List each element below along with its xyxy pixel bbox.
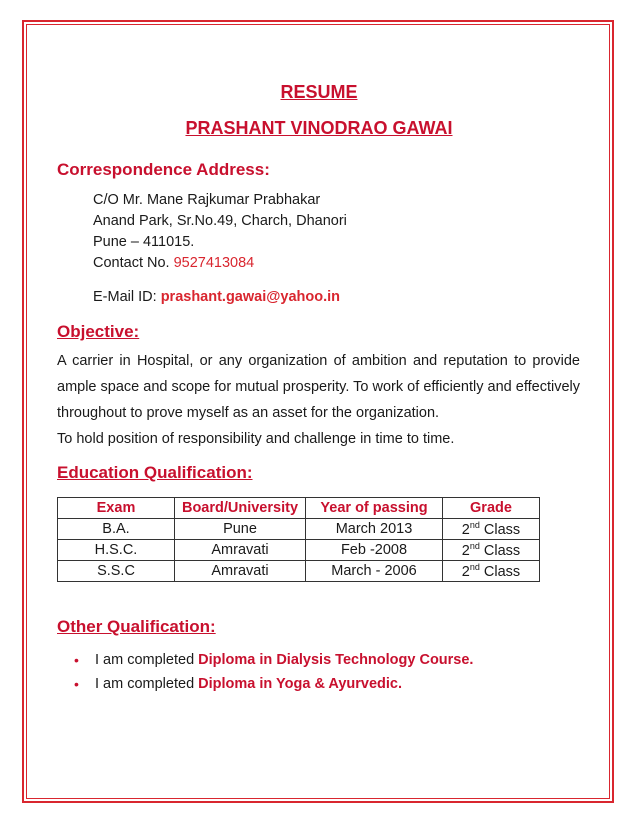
cell-year: March 2013	[306, 519, 443, 540]
cell-board: Pune	[175, 519, 306, 540]
cell-grade	[443, 540, 540, 561]
cell-grade	[443, 519, 540, 540]
objective-paragraph-last: To hold position of responsibility and challenge in time to time.	[57, 431, 455, 447]
grade-suffix: nd	[469, 541, 480, 552]
grade-word: Class	[483, 542, 521, 559]
grade-number: 2	[461, 542, 470, 559]
item-course: Diploma in Yoga & Ayurvedic.	[198, 676, 403, 692]
table-row	[58, 519, 540, 540]
list-item	[57, 648, 473, 672]
contact-number: 9527413084	[173, 255, 255, 271]
table-row	[58, 540, 540, 561]
grade-word: Class	[483, 563, 521, 580]
cell-grade	[443, 561, 540, 582]
column-header-year: Year of passing	[306, 498, 443, 519]
column-header-exam: Exam	[58, 498, 175, 519]
email-label: E-Mail ID:	[93, 289, 157, 305]
other-qualification-heading: Other Qualification:	[57, 617, 216, 636]
cell-exam: B.A.	[58, 519, 175, 540]
grade-suffix: nd	[469, 562, 480, 573]
column-header-board: Board/University	[175, 498, 306, 519]
table-header-row	[58, 498, 540, 519]
list-item	[57, 672, 473, 696]
item-course: Diploma in Dialysis Technology Course.	[198, 652, 474, 668]
cell-year: Feb -2008	[306, 540, 443, 561]
objective-paragraph: A carrier in Hospital, or any organization of ambition and reputation to provide ample space and scope for mutual prosperity. To work of efficiently and effectively throughout to prove myself as an asset for the organization.	[57, 353, 580, 421]
item-prefix: I am completed	[95, 652, 195, 668]
grade-number: 2	[461, 563, 470, 580]
other-qualification-list	[57, 648, 473, 696]
resume-title: RESUME	[280, 82, 358, 102]
grade-word: Class	[483, 521, 521, 538]
cell-exam: S.S.C	[58, 561, 175, 582]
objective-text	[57, 348, 580, 452]
education-heading: Education Qualification:	[57, 463, 253, 482]
table-row	[58, 561, 540, 582]
email-line	[93, 287, 340, 308]
bullet-icon: •	[74, 676, 79, 692]
contact-line	[93, 253, 347, 274]
cell-exam: H.S.C.	[58, 540, 175, 561]
address-line: Pune – 411015.	[93, 234, 195, 250]
bullet-icon: •	[74, 652, 79, 668]
address-line: Anand Park, Sr.No.49, Charch, Dhanori	[93, 213, 347, 229]
cell-board: Amravati	[175, 540, 306, 561]
item-prefix: I am completed	[95, 676, 195, 692]
contact-label: Contact No.	[93, 255, 170, 271]
grade-suffix: nd	[469, 520, 480, 531]
objective-heading: Objective:	[57, 322, 140, 341]
column-header-grade: Grade	[443, 498, 540, 519]
address-line: C/O Mr. Mane Rajkumar Prabhakar	[93, 192, 321, 208]
cell-year: March - 2006	[306, 561, 443, 582]
grade-number: 2	[461, 521, 470, 538]
cell-board: Amravati	[175, 561, 306, 582]
candidate-name: PRASHANT VINODRAO GAWAI	[185, 118, 453, 138]
email-address[interactable]: prashant.gawai@yahoo.in	[160, 289, 340, 305]
education-table	[57, 497, 540, 582]
address-heading: Correspondence Address:	[57, 160, 270, 179]
address-block	[93, 190, 347, 274]
